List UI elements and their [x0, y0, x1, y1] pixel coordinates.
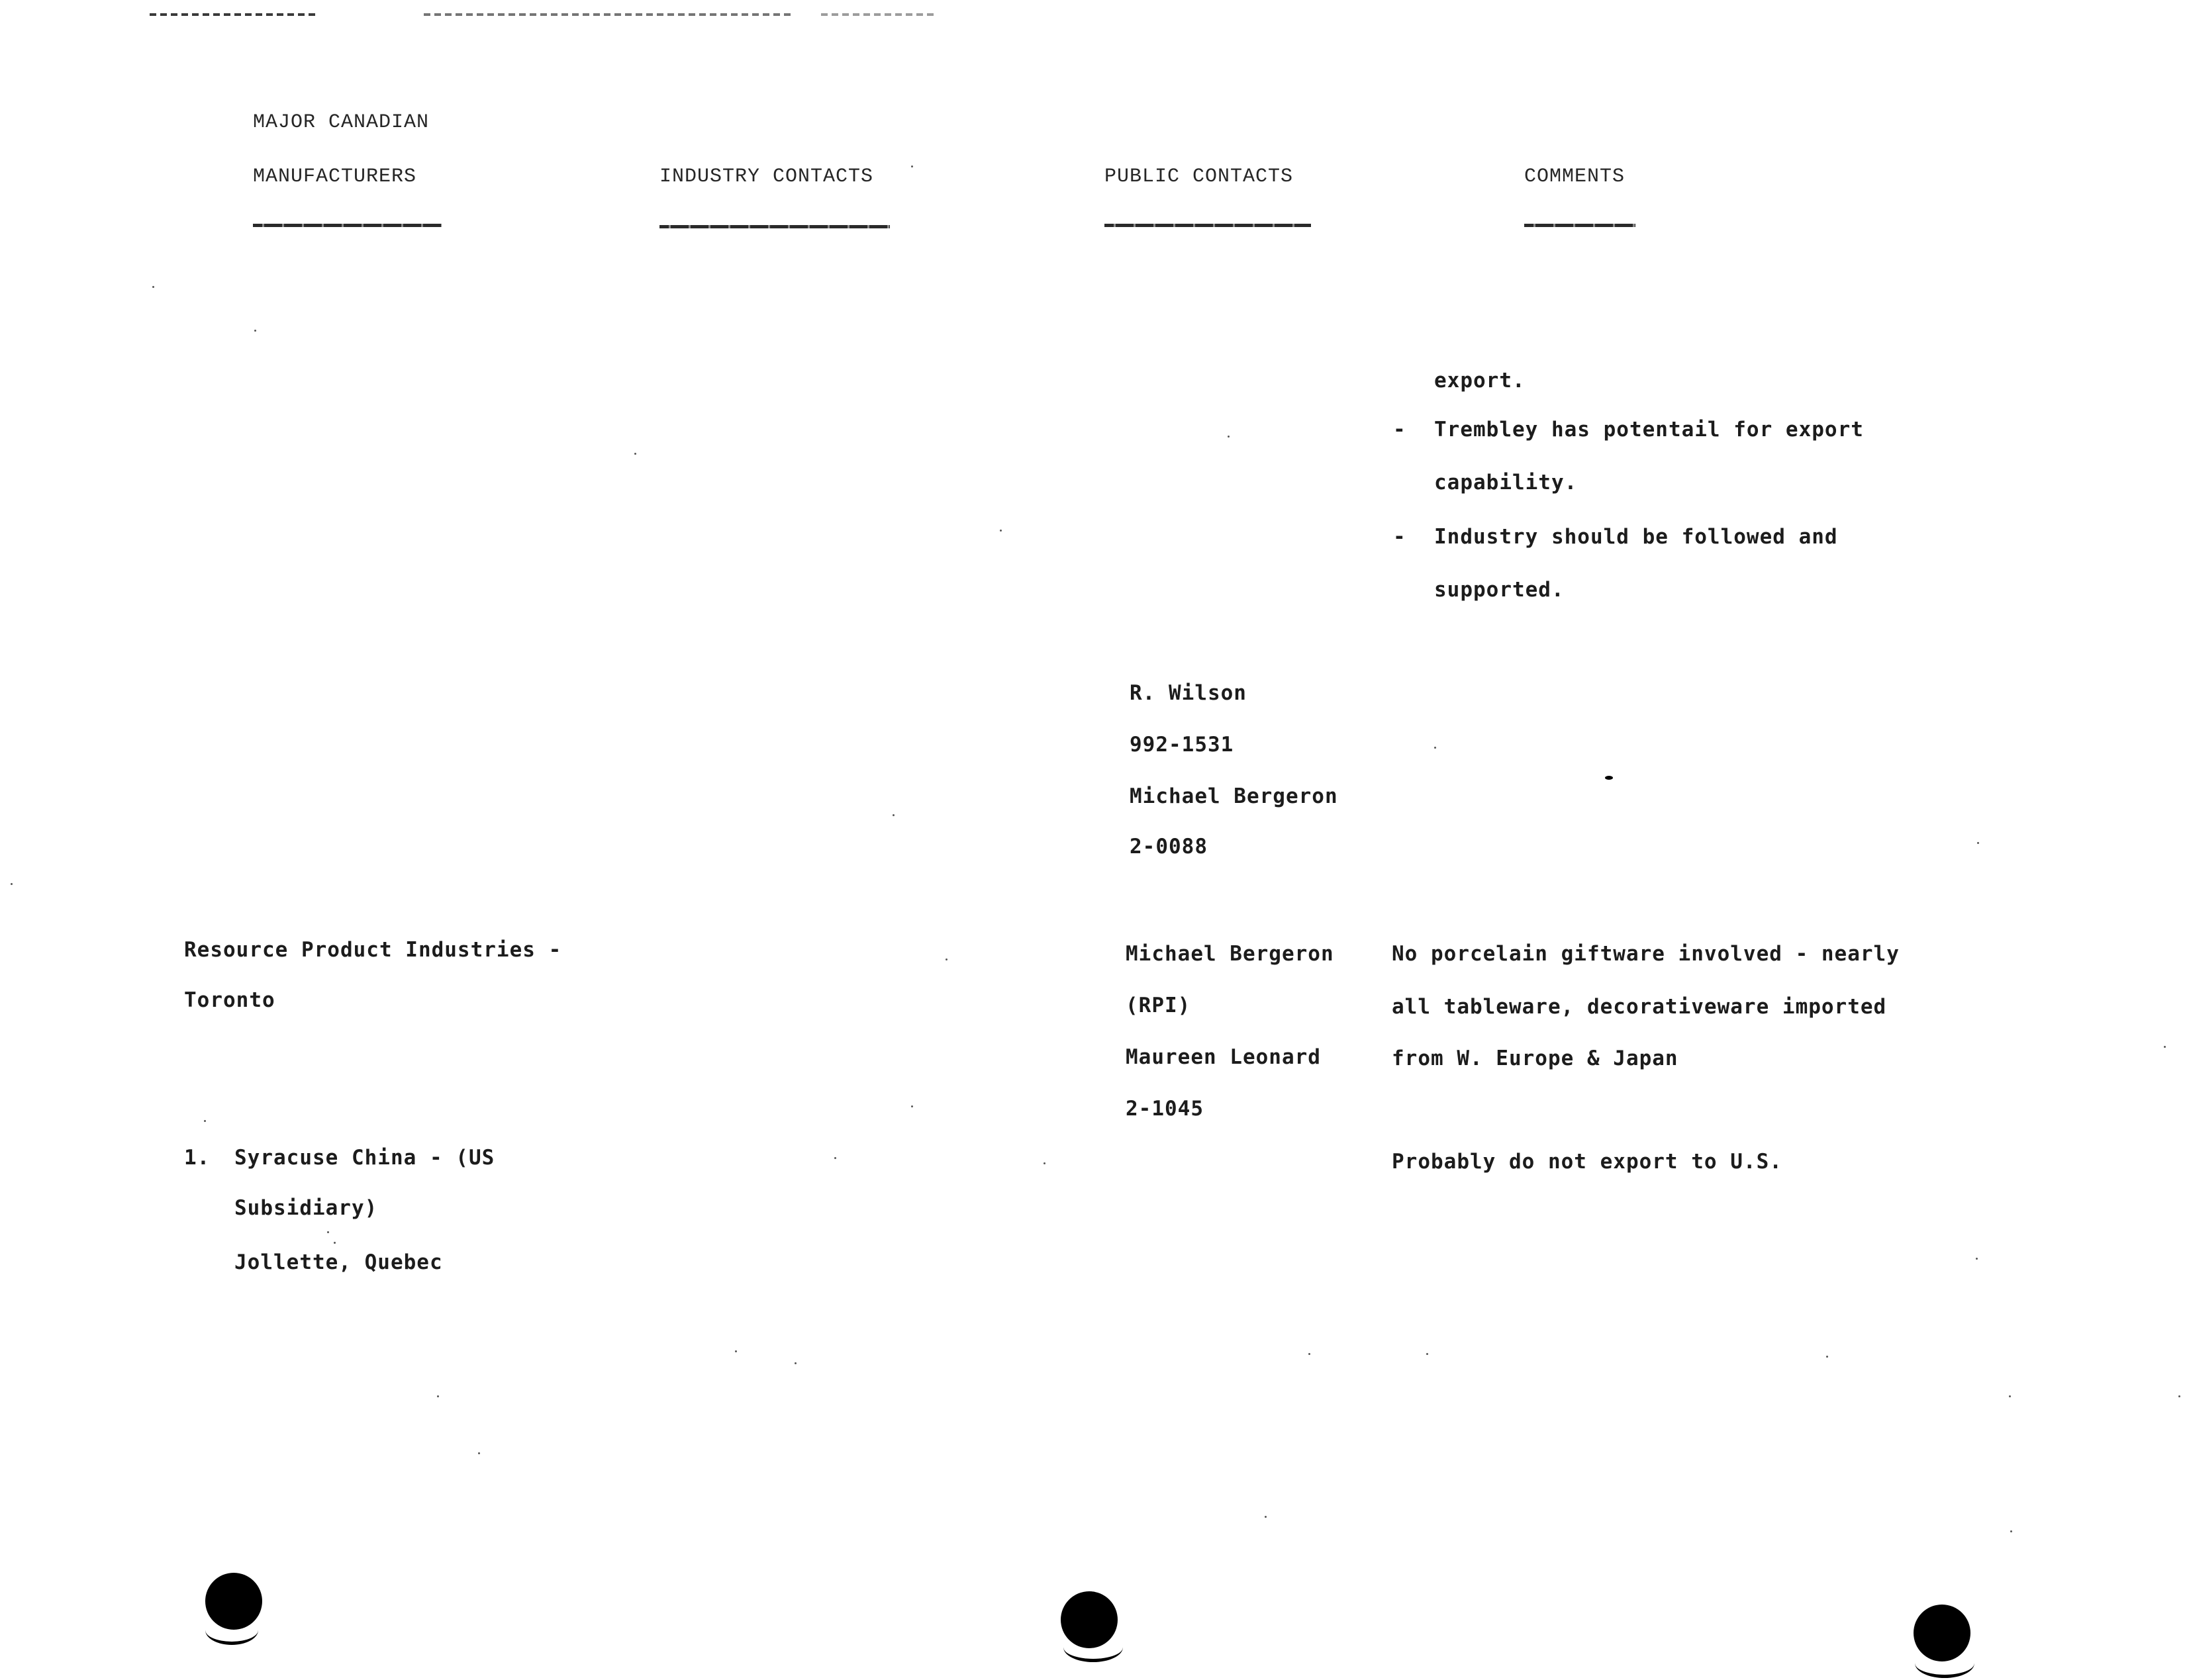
header-public-contacts: PUBLIC CONTACTS — [1104, 165, 1294, 188]
header-underline-public — [1104, 224, 1311, 227]
public-contact-phone: 992-1531 — [1130, 733, 1234, 757]
comment-text: all tableware, decorativeware imported — [1392, 995, 1887, 1019]
scan-speck — [327, 1231, 329, 1233]
scan-speck — [334, 1242, 336, 1244]
scan-speck — [893, 814, 895, 816]
scan-speck — [911, 1105, 913, 1107]
scan-speck — [1308, 1353, 1310, 1355]
header-comments: COMMENTS — [1524, 165, 1626, 188]
scan-artifact-top-right — [821, 13, 934, 16]
public-contact-org: (RPI) — [1126, 994, 1191, 1017]
comment-text: export. — [1434, 369, 1526, 393]
header-underline-manufacturers — [253, 224, 442, 227]
manufacturer-location: Toronto — [184, 988, 275, 1012]
scan-speck — [1044, 1162, 1045, 1164]
scan-speck — [834, 1157, 836, 1159]
scan-speck — [2010, 1530, 2012, 1532]
scan-speck — [1265, 1516, 1267, 1518]
scan-speck — [254, 330, 256, 332]
public-contact-name: Michael Bergeron — [1126, 942, 1334, 966]
scan-artifact-top-left — [150, 13, 315, 16]
punch-hole-shadow — [1063, 1632, 1123, 1662]
scan-speck — [11, 883, 13, 885]
header-manufacturers-line2: MANUFACTURERS — [253, 165, 417, 188]
scan-speck — [946, 958, 947, 960]
scan-speck — [1605, 776, 1613, 780]
manufacturer-name: Subsidiary) — [234, 1196, 378, 1220]
scan-speck — [1426, 1353, 1428, 1355]
scan-speck — [204, 1120, 206, 1122]
public-contact-phone: 2-0088 — [1130, 835, 1208, 859]
scan-speck — [735, 1350, 737, 1352]
header-underline-industry — [659, 225, 890, 228]
public-contact-phone: 2-1045 — [1126, 1097, 1204, 1121]
scan-speck — [1228, 436, 1230, 438]
scan-speck — [2178, 1395, 2180, 1397]
punch-hole-shadow — [1915, 1648, 1974, 1678]
header-underline-comments — [1524, 224, 1635, 227]
scan-speck — [1000, 530, 1002, 532]
comment-text: Trembley has potentail for export — [1434, 418, 1864, 442]
manufacturer-location: Jollette, Quebec — [234, 1250, 443, 1274]
manufacturer-name: Resource Product Industries - — [184, 938, 562, 962]
scan-artifact-top-mid — [424, 13, 795, 16]
header-industry-contacts: INDUSTRY CONTACTS — [659, 165, 874, 188]
punch-hole-shadow — [205, 1615, 258, 1645]
comment-text: No porcelain giftware involved - nearly — [1392, 942, 1900, 966]
scan-speck — [1977, 842, 1979, 844]
scan-speck — [795, 1362, 797, 1364]
list-number: 1. — [184, 1146, 211, 1170]
bullet-dash: - — [1393, 525, 1406, 549]
comment-text: from W. Europe & Japan — [1392, 1047, 1678, 1070]
scan-speck — [634, 453, 636, 455]
scan-speck — [437, 1395, 439, 1397]
comment-text: supported. — [1434, 578, 1565, 602]
scan-speck — [478, 1452, 480, 1454]
manufacturer-name: Syracuse China - (US — [234, 1146, 495, 1170]
bullet-dash: - — [1393, 418, 1406, 442]
comment-text: Industry should be followed and — [1434, 525, 1838, 549]
scan-speck — [2009, 1395, 2011, 1397]
scan-speck — [911, 165, 913, 167]
scan-speck — [1976, 1258, 1978, 1260]
scan-speck — [1826, 1356, 1828, 1358]
public-contact-name: Michael Bergeron — [1130, 784, 1338, 808]
public-contact-name: Maureen Leonard — [1126, 1045, 1321, 1069]
comment-text: Probably do not export to U.S. — [1392, 1150, 1782, 1174]
header-manufacturers-line1: MAJOR CANADIAN — [253, 111, 430, 134]
scan-speck — [152, 286, 154, 288]
scan-speck — [1434, 747, 1436, 749]
comment-text: capability. — [1434, 471, 1578, 494]
public-contact-name: R. Wilson — [1130, 681, 1247, 705]
scan-speck — [2164, 1046, 2166, 1048]
